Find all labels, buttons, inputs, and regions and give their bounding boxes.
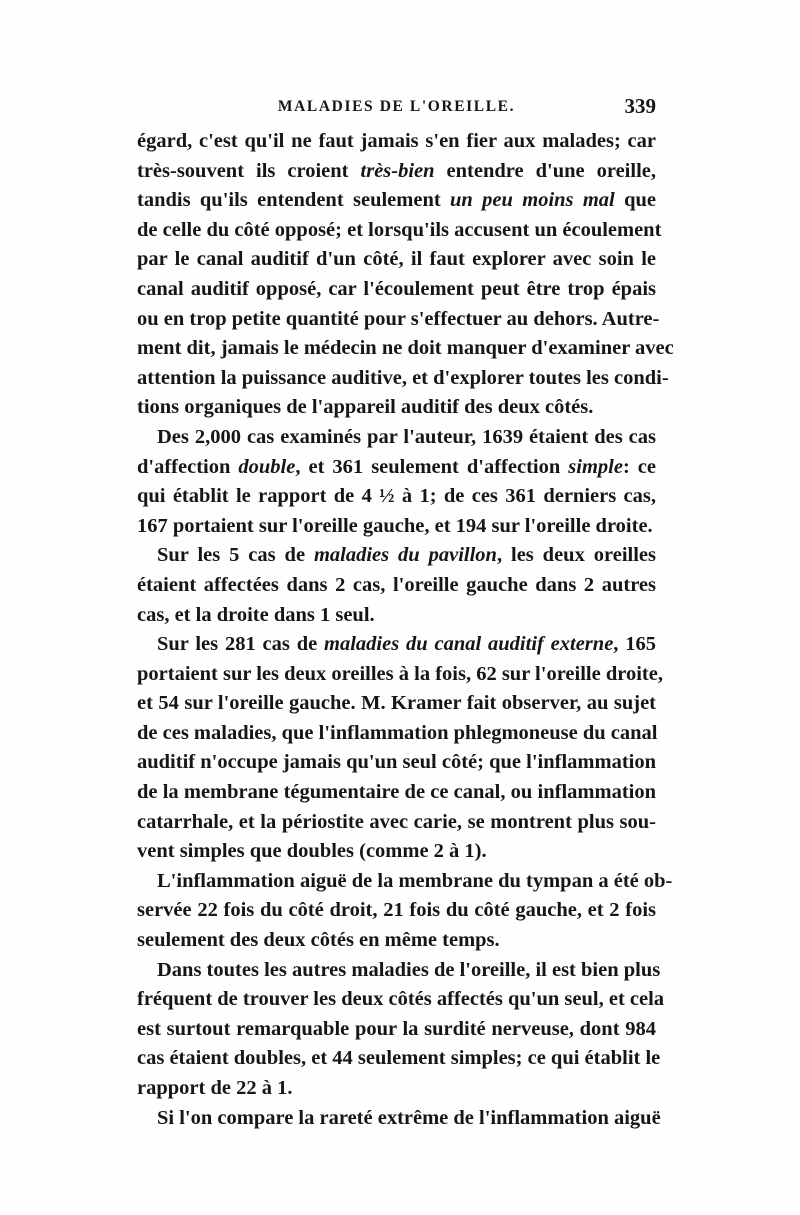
text-segment: L'inflammation aiguë de la membrane du tympan a été ob- — [157, 869, 673, 892]
italic-phrase: maladies du pavillon — [313, 544, 497, 567]
text-line — [137, 1104, 661, 1134]
page-number: 339 — [624, 94, 656, 118]
italic-phrase: double — [238, 455, 296, 478]
text-line — [137, 719, 656, 749]
text-segment: , 165 — [613, 633, 656, 656]
text-line — [137, 1044, 661, 1074]
text-line — [137, 186, 656, 216]
text-line — [137, 601, 656, 631]
text-line — [137, 364, 669, 394]
text-segment: tandis qu'ils entendent seulement — [137, 189, 451, 212]
text-segment: de la membrane tégumentaire de ce canal, ou inflammation — [137, 781, 656, 804]
text-line — [137, 956, 661, 986]
text-line — [137, 482, 656, 512]
text-segment: ment dit, jamais le médecin ne doit manquer d'examiner avec — [137, 337, 674, 360]
text-segment: catarrhale, et la périostite avec carie, se montrent plus sou- — [137, 810, 656, 833]
text-segment: qui établit le rapport de 4 ½ à 1; de ces 361 derniers cas, — [137, 485, 656, 508]
text-line — [137, 127, 656, 157]
text-line — [137, 541, 656, 571]
text-segment: fréquent de trouver les deux côtés affectés qu'un seul, et cela — [137, 988, 665, 1011]
text-segment: étaient affectées dans 2 cas, l'oreille gauche dans 2 autres — [137, 573, 656, 596]
text-segment: cas, et la droite dans 1 seul. — [137, 603, 375, 626]
text-segment: rapport de 22 à 1. — [137, 1077, 293, 1099]
text-segment: égard, c'est qu'il ne faut jamais s'en fier aux malades; car — [137, 130, 656, 152]
text-line — [137, 157, 656, 187]
text-segment: vent simples que doubles (comme 2 à 1). — [137, 840, 487, 863]
text-line — [137, 837, 656, 867]
text-line — [137, 334, 674, 364]
text-segment: Des 2,000 cas examinés par l'auteur, 1639 étaient des cas — [157, 425, 656, 448]
running-head — [137, 94, 656, 124]
text-line — [137, 1015, 656, 1045]
text-line — [137, 393, 656, 423]
text-segment: d'affection — [137, 455, 239, 478]
italic-phrase: un peu moins mal — [450, 189, 615, 212]
text-line — [137, 571, 656, 601]
text-segment: Dans toutes les autres maladies de l'oreille, il est bien plus — [157, 958, 661, 981]
text-segment: est surtout remarquable pour la surdité nerveuse, dont 984 — [137, 1017, 656, 1040]
text-segment: Sur les 5 cas de — [157, 544, 314, 567]
text-segment: tions organiques de l'appareil auditif des deux côtés. — [137, 396, 594, 419]
text-segment: Sur les 281 cas de — [157, 633, 325, 656]
text-line — [137, 896, 656, 926]
text-segment: de ces maladies, que l'inflammation phlegmoneuse du canal — [137, 721, 658, 744]
text-line — [137, 453, 656, 483]
text-segment: portaient sur les deux oreilles à la fois, 62 sur l'oreille droite, — [137, 662, 663, 685]
text-segment: 167 portaient sur l'oreille gauche, et 194 sur l'oreille droite. — [137, 514, 653, 537]
text-segment: canal auditif opposé, car l'écoulement peut être trop épais — [137, 277, 656, 300]
italic-phrase: très-bien — [360, 159, 435, 182]
text-line — [137, 926, 656, 956]
text-line — [137, 630, 656, 660]
text-segment: cas étaient doubles, et 44 seulement simples; ce qui établit le — [137, 1047, 661, 1070]
text-line — [137, 275, 656, 305]
text-line — [137, 778, 656, 808]
text-line — [137, 216, 662, 246]
text-segment: attention la puissance auditive, et d'explorer toutes les condi- — [137, 366, 669, 389]
text-segment: ou en trop petite quantité pour s'effectuer au dehors. Autre- — [137, 307, 660, 330]
text-segment: de celle du côté opposé; et lorsqu'ils accusent un écoulement — [137, 218, 662, 241]
text-line — [137, 423, 656, 453]
text-line — [137, 1074, 656, 1104]
text-segment: que — [614, 189, 656, 212]
text-segment: auditif n'occupe jamais qu'un seul côté; que l'inflammation — [137, 751, 656, 774]
text-segment: servée 22 fois du côté droit, 21 fois du côté gauche, et 2 fois — [137, 899, 656, 922]
italic-phrase: simple — [568, 455, 623, 478]
text-line — [137, 867, 673, 897]
text-segment: par le canal auditif d'un côté, il faut explorer avec soin le — [137, 248, 656, 271]
text-segment: , et 361 seulement d'affection — [295, 455, 569, 478]
text-line — [137, 512, 656, 542]
text-segment: et 54 sur l'oreille gauche. M. Kramer fait observer, au sujet — [137, 692, 656, 715]
text-segment: entendre d'une oreille, — [434, 159, 656, 182]
text-line — [137, 660, 663, 690]
running-title: MALADIES DE L'OREILLE. — [277, 98, 516, 115]
text-segment: seulement des deux côtés en même temps. — [137, 929, 500, 952]
text-line — [137, 689, 656, 719]
italic-phrase: maladies du canal auditif externe — [324, 633, 614, 656]
text-segment: Si l'on compare la rareté extrême de l'inflammation aiguë — [157, 1106, 661, 1129]
body-text — [137, 127, 674, 1133]
text-line — [137, 985, 665, 1015]
text-line — [137, 305, 660, 335]
text-segment: : ce — [622, 455, 656, 478]
text-line — [137, 748, 656, 778]
text-line — [137, 808, 656, 838]
text-segment: très-souvent ils croient — [137, 159, 361, 182]
text-line — [137, 245, 656, 275]
text-segment: , les deux oreilles — [496, 544, 656, 567]
